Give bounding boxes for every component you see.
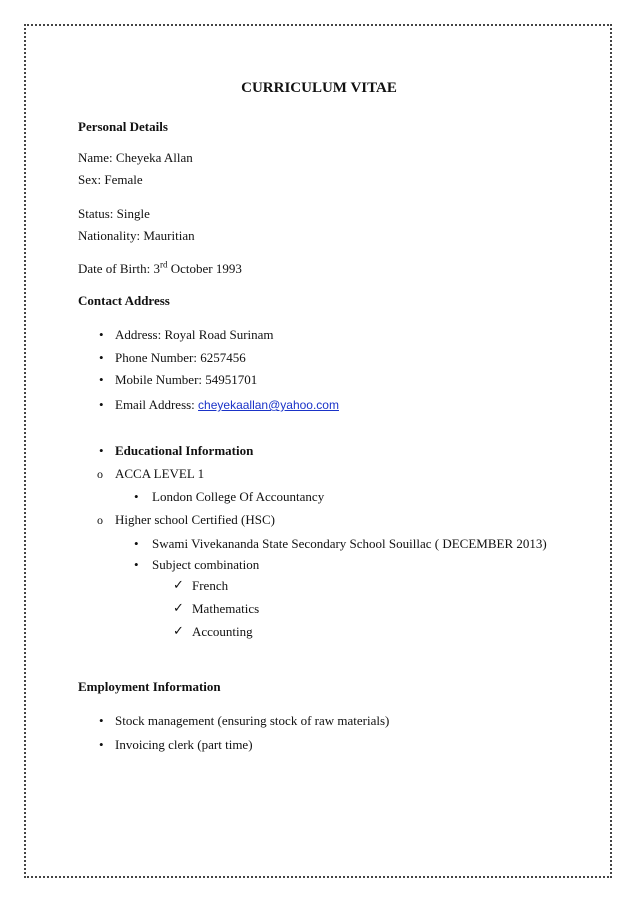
status-line: Status: Single — [78, 206, 150, 221]
date-of-birth-line — [78, 261, 242, 277]
circle-bullet-icon: o — [97, 513, 103, 527]
hsc-item: Higher school Certified (HSC) — [115, 512, 275, 527]
email-item — [115, 397, 339, 413]
contact-address-heading: Contact Address — [78, 293, 170, 308]
employment-information-heading: Employment Information — [78, 679, 221, 694]
bullet-icon: • — [99, 372, 104, 387]
employment-item: Stock management (ensuring stock of raw materials) — [115, 713, 390, 728]
bullet-icon: • — [99, 350, 104, 365]
subject-item: Accounting — [192, 624, 253, 639]
phone-item: Phone Number: 6257456 — [115, 350, 246, 365]
address-item: Address: Royal Road Surinam — [115, 327, 274, 342]
subject-item: French — [192, 578, 229, 593]
educational-information-heading: Educational Information — [115, 443, 254, 458]
subject-item: Mathematics — [192, 601, 260, 616]
bullet-icon: • — [134, 557, 139, 572]
acca-level-item: ACCA LEVEL 1 — [115, 466, 205, 481]
bullet-icon: • — [99, 397, 104, 412]
personal-details-heading: Personal Details — [78, 119, 168, 134]
acca-school-item: London College Of Accountancy — [152, 489, 325, 504]
nationality-line: Nationality: Mauritian — [78, 228, 195, 243]
circle-bullet-icon: o — [97, 467, 103, 481]
checkmark-icon: ✓ — [173, 578, 184, 593]
hsc-school-item: Swami Vivekananda State Secondary School Souillac ( DECEMBER 2013) — [152, 536, 547, 551]
mobile-item: Mobile Number: 54951701 — [115, 372, 258, 387]
document-title: CURRICULUM VITAE — [241, 80, 397, 96]
bullet-icon: • — [99, 327, 104, 342]
email-link[interactable]: cheyekaallan@yahoo.com — [198, 398, 339, 412]
bullet-icon: • — [99, 737, 104, 752]
checkmark-icon: ✓ — [173, 601, 184, 616]
employment-item: Invoicing clerk (part time) — [115, 737, 253, 752]
bullet-icon: • — [134, 489, 139, 504]
name-line: Name: Cheyeka Allan — [78, 150, 193, 165]
bullet-icon: • — [99, 713, 104, 728]
dob-superscript: rd — [159, 259, 168, 270]
bullet-icon: • — [134, 536, 139, 551]
dob-prefix: Date of Birth: 3 — [78, 261, 160, 276]
checkmark-icon: ✓ — [173, 624, 184, 639]
sex-line: Sex: Female — [78, 172, 143, 187]
dob-suffix: October 1993 — [167, 261, 242, 276]
subject-combination-item: Subject combination — [152, 557, 260, 572]
email-label: Email Address: — [115, 397, 199, 412]
bullet-icon: • — [99, 443, 104, 458]
